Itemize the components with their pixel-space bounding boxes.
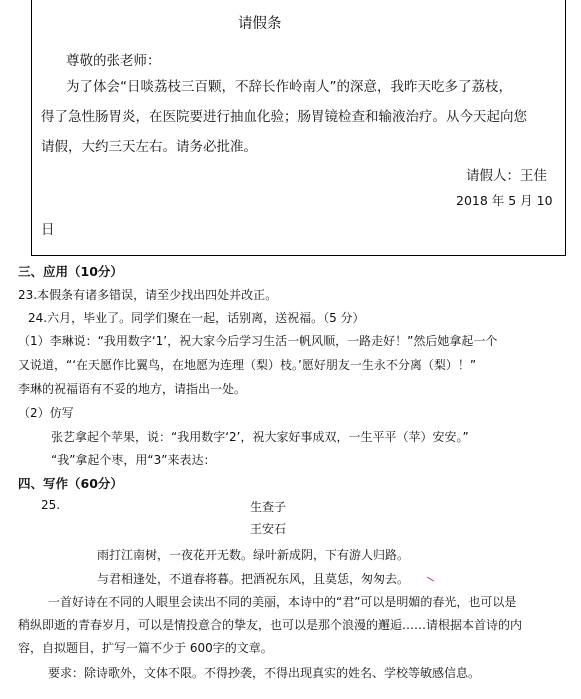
question-24-2-example: 张艺拿起个苹果，说：“我用数字‘2’，祝大家好事成双，一生平平（苹）安安。”: [51, 430, 469, 444]
note-signer: 请假人：王佳: [466, 168, 547, 184]
note-salutation: 尊敬的张老师：: [66, 53, 161, 69]
question-24-1-line-1: （1）李琳说：“我用数字‘1’，祝大家今后学习生活一帆风顺，一路走好！”然后她拿起一个: [18, 334, 498, 348]
red-pen-mark: [427, 571, 437, 581]
poem-title: 生查子: [250, 500, 287, 514]
writing-requirement: 要求：除诗歌外，文体不限。不得抄袭，不得出现真实的姓名、学校等敏感信息。: [48, 666, 481, 680]
note-date-day: 日: [41, 222, 55, 238]
writing-prompt-line-2: 稍纵即逝的青春岁月，可以是情投意合的挚友，也可以是那个浪漫的邂逅……请根据本首诗的内: [18, 618, 523, 632]
question-24-2-prompt: “我”拿起个枣，用“3”来表达：: [51, 453, 216, 467]
section-3-heading: 三、应用（10分）: [18, 264, 123, 279]
note-body-line-1: 为了体会“日啖荔枝三百颗，不辞长作岭南人”的深意，我昨天吃多了荔枝，: [66, 79, 512, 95]
question-24: 24.六月，毕业了。同学们聚在一起，话别离，送祝福。（5 分）: [28, 311, 365, 325]
writing-prompt-line-3: 容，自拟题目，扩写一篇不少于 600字的文章。: [18, 641, 273, 655]
question-25-number: 25.: [41, 498, 61, 512]
question-24-1-line-2: 又说道，“‘在天愿作比翼鸟，在地愿为连理（梨）枝。’愿好朋友一生永不分离（梨）！”: [18, 358, 477, 372]
poem-author: 王安石: [250, 522, 287, 536]
note-date: 2018 年 5 月 10: [456, 193, 553, 208]
writing-prompt-line-1: 一首好诗在不同的人眼里会读出不同的美丽，本诗中的“君”可以是明媚的春光，也可以是: [48, 595, 517, 609]
question-23: 23.本假条有诸多错误，请至少找出四处并改正。: [18, 288, 278, 302]
question-24-2-label: （2）仿写: [18, 406, 74, 420]
note-body-line-2: 得了急性肠胃炎，在医院要进行抽血化验；肠胃镜检查和输液治疗。从今天起向您: [41, 109, 527, 125]
question-24-1-line-3: 李琳的祝福语有不妥的地方，请指出一处。: [18, 382, 247, 396]
poem-line-1: 雨打江南树，一夜花开无数。绿叶新成阴，下有游人归路。: [97, 548, 410, 562]
leave-note-box: [31, 0, 566, 256]
poem-line-2: 与君相逢处，不道春将暮。把酒祝东风，且莫恁，匆匆去。: [97, 572, 410, 586]
section-4-heading: 四、写作（60分）: [18, 476, 123, 491]
note-body-line-3: 请假，大约三天左右。请务必批准。: [41, 139, 257, 155]
note-title: 请假条: [238, 16, 282, 32]
